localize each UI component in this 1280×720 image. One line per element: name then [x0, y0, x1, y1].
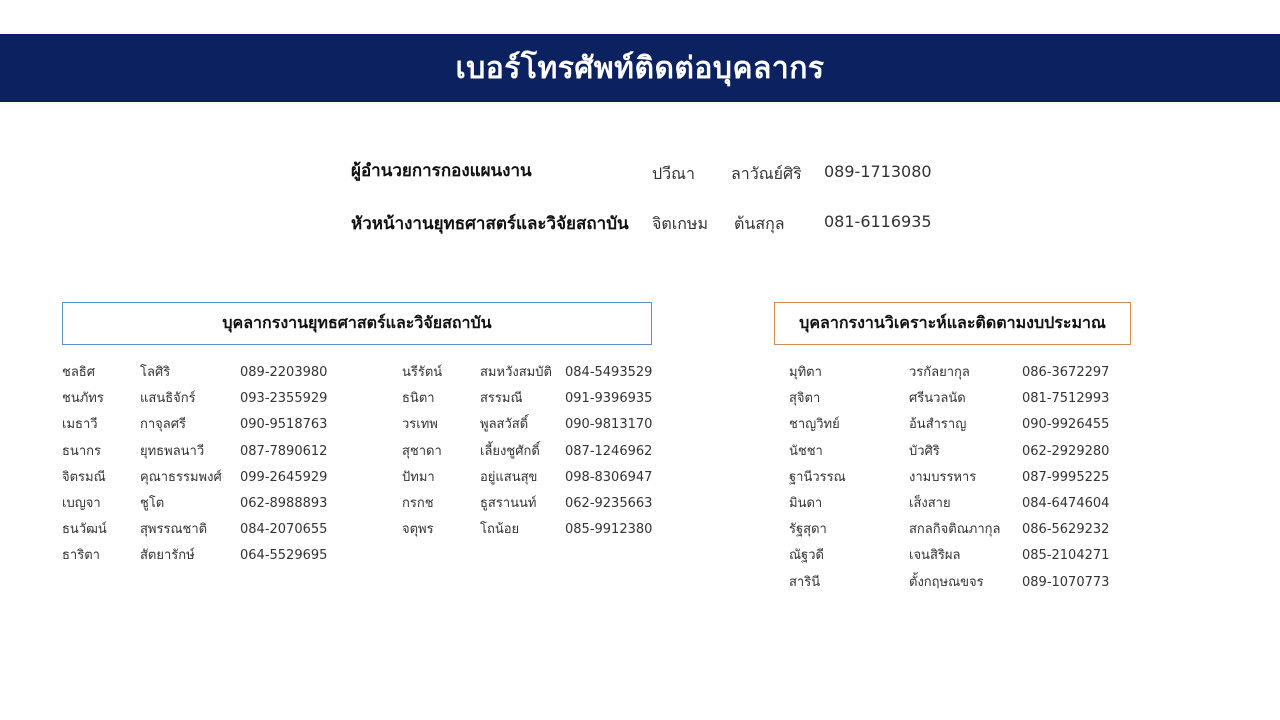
exec-first-name-director: ปวีณา	[652, 164, 695, 183]
strategy-staff-last-name: พูลสวัสดิ์	[480, 417, 529, 432]
strategy-section-title: บุคลากรงานยุทธศาสตร์และวิจัยสถาบัน	[222, 313, 492, 332]
title-banner	[0, 34, 1280, 102]
budget-staff-first-name: ฐานีวรรณ	[789, 470, 846, 485]
budget-staff-first-name: สารินี	[789, 575, 821, 590]
strategy-staff-last-name: ชูโต	[140, 496, 165, 511]
budget-staff-last-name: เส็งสาย	[909, 496, 951, 511]
budget-staff-last-name: ตั้งกฤษณขจร	[909, 575, 984, 590]
strategy-staff-first-name: ปัทมา	[402, 470, 435, 485]
strategy-section-header	[62, 302, 652, 345]
strategy-staff-last-name: แสนธิจักร์	[140, 391, 196, 406]
strategy-staff-first-name: ธนวัฒน์	[62, 522, 107, 537]
strategy-staff-first-name: สุชาดา	[402, 444, 442, 459]
strategy-staff-first-name: จตุพร	[402, 522, 434, 537]
strategy-staff-phone: 084-2070655	[240, 522, 328, 537]
exec-phone-head: 081-6116935	[824, 212, 932, 231]
strategy-staff-phone: 087-7890612	[240, 444, 328, 459]
exec-first-name-head: จิตเกษม	[652, 214, 709, 233]
strategy-staff-last-name: สุพรรณชาติ	[140, 522, 208, 537]
budget-staff-phone: 085-2104271	[1022, 548, 1110, 563]
budget-staff-phone: 081-7512993	[1022, 391, 1110, 406]
strategy-staff-first-name: เบญจา	[62, 496, 101, 511]
budget-staff-first-name: มินดา	[789, 496, 823, 511]
strategy-staff-last-name: โถน้อย	[480, 522, 520, 537]
page-title: เบอร์โทรศัพท์ติดต่อบุคลากร	[455, 50, 825, 86]
strategy-staff-phone: 091-9396935	[565, 391, 653, 406]
strategy-staff-phone: 093-2355929	[240, 391, 328, 406]
exec-last-name-director: ลาวัณย์ศิริ	[731, 164, 802, 183]
strategy-staff-last-name: สรรมณี	[480, 391, 523, 406]
strategy-staff-last-name: สัตยารักษ์	[140, 548, 195, 563]
budget-staff-first-name: สุจิตา	[789, 391, 821, 406]
budget-staff-phone: 084-6474604	[1022, 496, 1110, 511]
budget-staff-phone: 086-5629232	[1022, 522, 1110, 537]
strategy-staff-phone: 062-9235663	[565, 496, 653, 511]
budget-staff-phone: 062-2929280	[1022, 444, 1110, 459]
budget-section-header	[774, 302, 1131, 345]
budget-staff-last-name: สกลกิจติณภากุล	[909, 522, 1001, 537]
strategy-staff-first-name: ธนิตา	[402, 391, 435, 406]
strategy-staff-phone: 062-8988893	[240, 496, 328, 511]
strategy-staff-first-name: วรเทพ	[402, 417, 438, 432]
exec-phone-director: 089-1713080	[824, 162, 932, 181]
budget-staff-first-name: รัฐสุดา	[789, 522, 827, 537]
budget-staff-last-name: งามบรรหาร	[909, 470, 977, 485]
exec-position-director: ผู้อำนวยการกองแผนงาน	[351, 161, 532, 181]
strategy-staff-last-name: ธูสรานนท์	[480, 496, 537, 511]
budget-staff-first-name: นัชชา	[789, 444, 823, 459]
strategy-staff-phone: 085-9912380	[565, 522, 653, 537]
strategy-staff-phone: 098-8306947	[565, 470, 653, 485]
budget-staff-last-name: บัวศิริ	[909, 444, 940, 459]
strategy-staff-last-name: ยุทธพลนาวี	[140, 444, 205, 459]
strategy-staff-first-name: กรกช	[402, 496, 434, 511]
strategy-staff-last-name: กาจุลศรี	[140, 417, 186, 432]
budget-staff-phone: 089-1070773	[1022, 575, 1110, 590]
budget-staff-last-name: อ้นสำราญ	[909, 417, 967, 432]
strategy-staff-phone: 064-5529695	[240, 548, 328, 563]
strategy-staff-first-name: จิตรมณี	[62, 470, 106, 485]
strategy-staff-phone: 089-2203980	[240, 365, 328, 380]
budget-section-title: บุคลากรงานวิเคราะห์และติดตามงบประมาณ	[799, 313, 1106, 332]
strategy-staff-phone: 090-9813170	[565, 417, 653, 432]
budget-staff-first-name: มุทิตา	[789, 365, 822, 380]
strategy-staff-first-name: เมธาวี	[62, 417, 98, 432]
strategy-staff-first-name: นรีรัตน์	[402, 365, 443, 380]
budget-staff-phone: 087-9995225	[1022, 470, 1110, 485]
budget-staff-first-name: ณัฐวดี	[789, 548, 824, 563]
budget-staff-phone: 086-3672297	[1022, 365, 1110, 380]
strategy-staff-last-name: คุณาธรรมพงศ์	[140, 470, 222, 485]
strategy-staff-phone: 087-1246962	[565, 444, 653, 459]
strategy-staff-last-name: สมหวังสมบัติ	[480, 365, 552, 380]
strategy-staff-first-name: ชลธิศ	[62, 365, 95, 380]
budget-staff-last-name: ศรีนวลนัด	[909, 391, 966, 406]
strategy-staff-last-name: เลี้ยงชูศักดิ์	[480, 444, 540, 459]
budget-staff-last-name: วรกัลยากุล	[909, 365, 970, 380]
strategy-staff-phone: 084-5493529	[565, 365, 653, 380]
strategy-staff-last-name: อยู่แสนสุข	[480, 470, 538, 485]
strategy-staff-first-name: ธนากร	[62, 444, 101, 459]
exec-position-head: หัวหน้างานยุทธศาสตร์และวิจัยสถาบัน	[351, 214, 629, 234]
strategy-staff-first-name: ธาริตา	[62, 548, 100, 563]
strategy-staff-phone: 090-9518763	[240, 417, 328, 432]
budget-staff-phone: 090-9926455	[1022, 417, 1110, 432]
budget-staff-last-name: เจนสิริผล	[909, 548, 961, 563]
exec-last-name-head: ต้นสกุล	[734, 214, 785, 233]
strategy-staff-last-name: โลศิริ	[140, 365, 171, 380]
strategy-staff-first-name: ชนภัทร	[62, 391, 104, 406]
strategy-staff-phone: 099-2645929	[240, 470, 328, 485]
budget-staff-first-name: ชาญวิทย์	[789, 417, 840, 432]
